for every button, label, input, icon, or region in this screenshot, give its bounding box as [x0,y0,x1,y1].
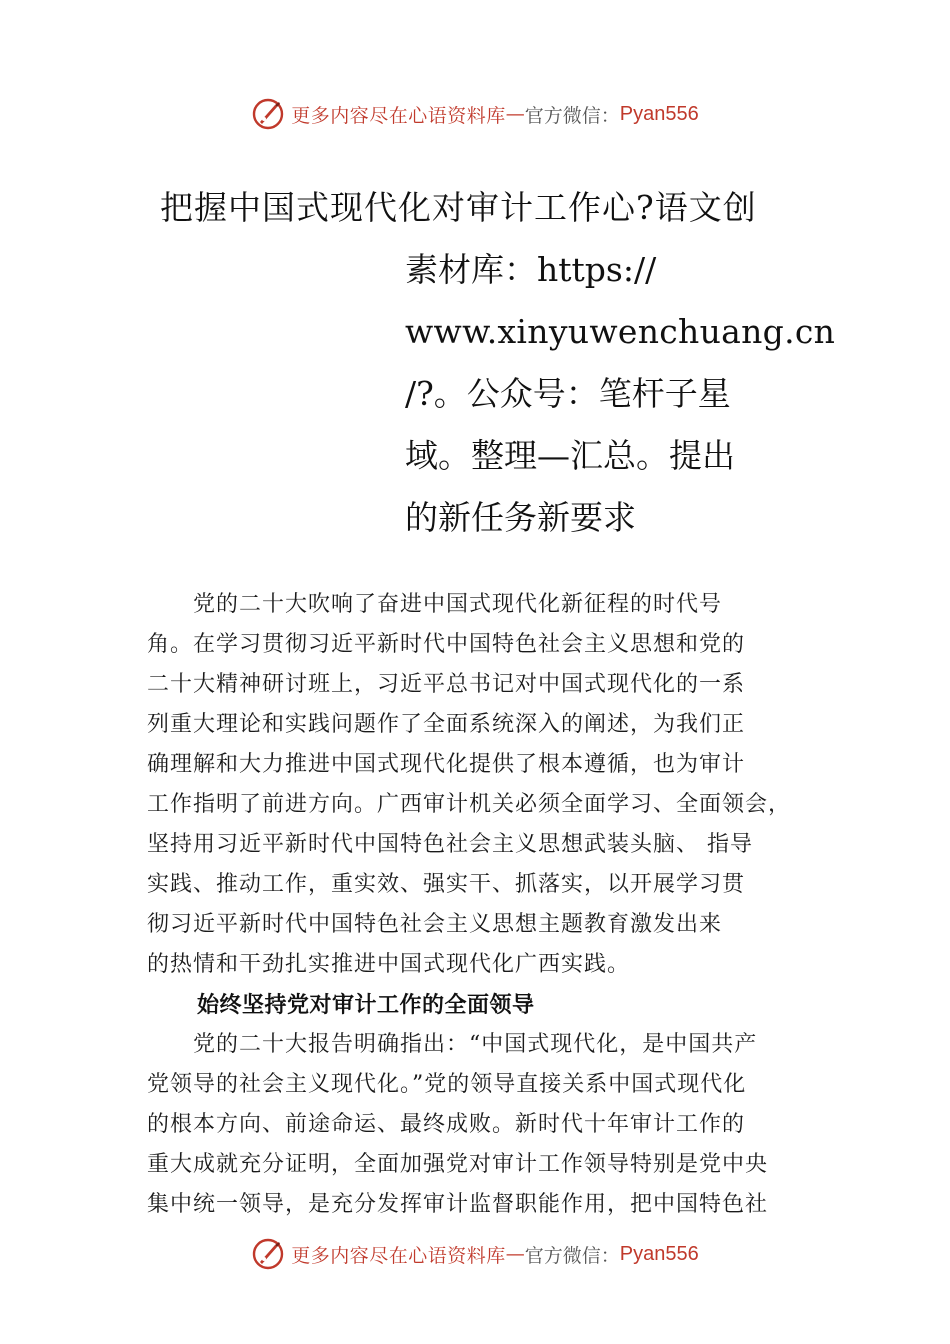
banner-wechat-label: 官方微信： [524,104,620,127]
paragraph-line: 党的二十大报告明确指出：“中国式现代化，是中国共产 [147,1032,758,1057]
paragraph-line: 工作指明了前进方向。广西审计机关必须全面学习、全面领会， [147,792,792,817]
banner-site-text: 更多内容尽在心语资料库 [291,104,506,127]
quill-pen-logo-icon [251,97,285,131]
title-line: 域。整理—汇总。提出 [405,436,735,475]
paragraph-line: 的根本方向、前途命运、最终成败。新时代十年审计工作的 [147,1112,746,1137]
paragraph-line: 实践、推动工作，重实效、强实干、抓落实，以开展学习贯 [147,872,746,897]
header-banner [0,92,950,136]
section-heading: 始终坚持党对审计工作的全面领导 [197,992,535,1018]
paragraph-line: 坚持用习近平新时代中国特色社会主义思想武装头脑、 指导 [147,832,753,857]
quill-pen-logo-icon [251,1237,285,1271]
banner-wechat-id: Pyan556 [619,102,699,125]
title-line: 的新任务新要求 [405,498,636,537]
paragraph-line: 彻习近平新时代中国特色社会主义思想主题教育激发出来 [147,912,723,937]
paragraph-line: 重大成就充分证明，全面加强党对审计工作领导特别是党中央 [147,1152,769,1177]
paragraph-line: 集中统一领导，是充分发挥审计监督职能作用，把中国特色社 [147,1192,769,1217]
banner-wechat-label: 官方微信： [524,1244,620,1267]
footer-banner [0,1232,950,1276]
title-line: /?。公众号：笔杆子星 [405,374,731,413]
banner-wechat-id: Pyan556 [619,1242,699,1265]
paragraph-line: 角。在学习贯彻习近平新时代中国特色社会主义思想和党的 [147,632,746,657]
title-line: 素材库：https:// [405,250,657,289]
banner-separator: — [505,1243,525,1265]
paragraph-line: 确理解和大力推进中国式现代化提供了根本遵循，也为审计 [147,752,746,777]
banner-site-text: 更多内容尽在心语资料库 [291,1244,506,1267]
paragraph-line: 的热情和干劲扎实推进中国式现代化广西实践。 [147,952,631,977]
banner-separator: — [505,103,525,125]
paragraph-line: 二十大精神研讨班上，习近平总书记对中国式现代化的一系 [147,672,746,697]
title-line: www.xinyuwenchuang.cn [405,312,836,351]
paragraph-line: 党的二十大吹响了奋进中国式现代化新征程的时代号 [147,592,723,617]
paragraph-line: 党领导的社会主义现代化。”党的领导直接关系中国式现代化 [147,1072,747,1097]
title-line: 把握中国式现代化对审计工作心?语文创 [160,188,757,227]
paragraph-line: 列重大理论和实践问题作了全面系统深入的阐述，为我们正 [147,712,746,737]
